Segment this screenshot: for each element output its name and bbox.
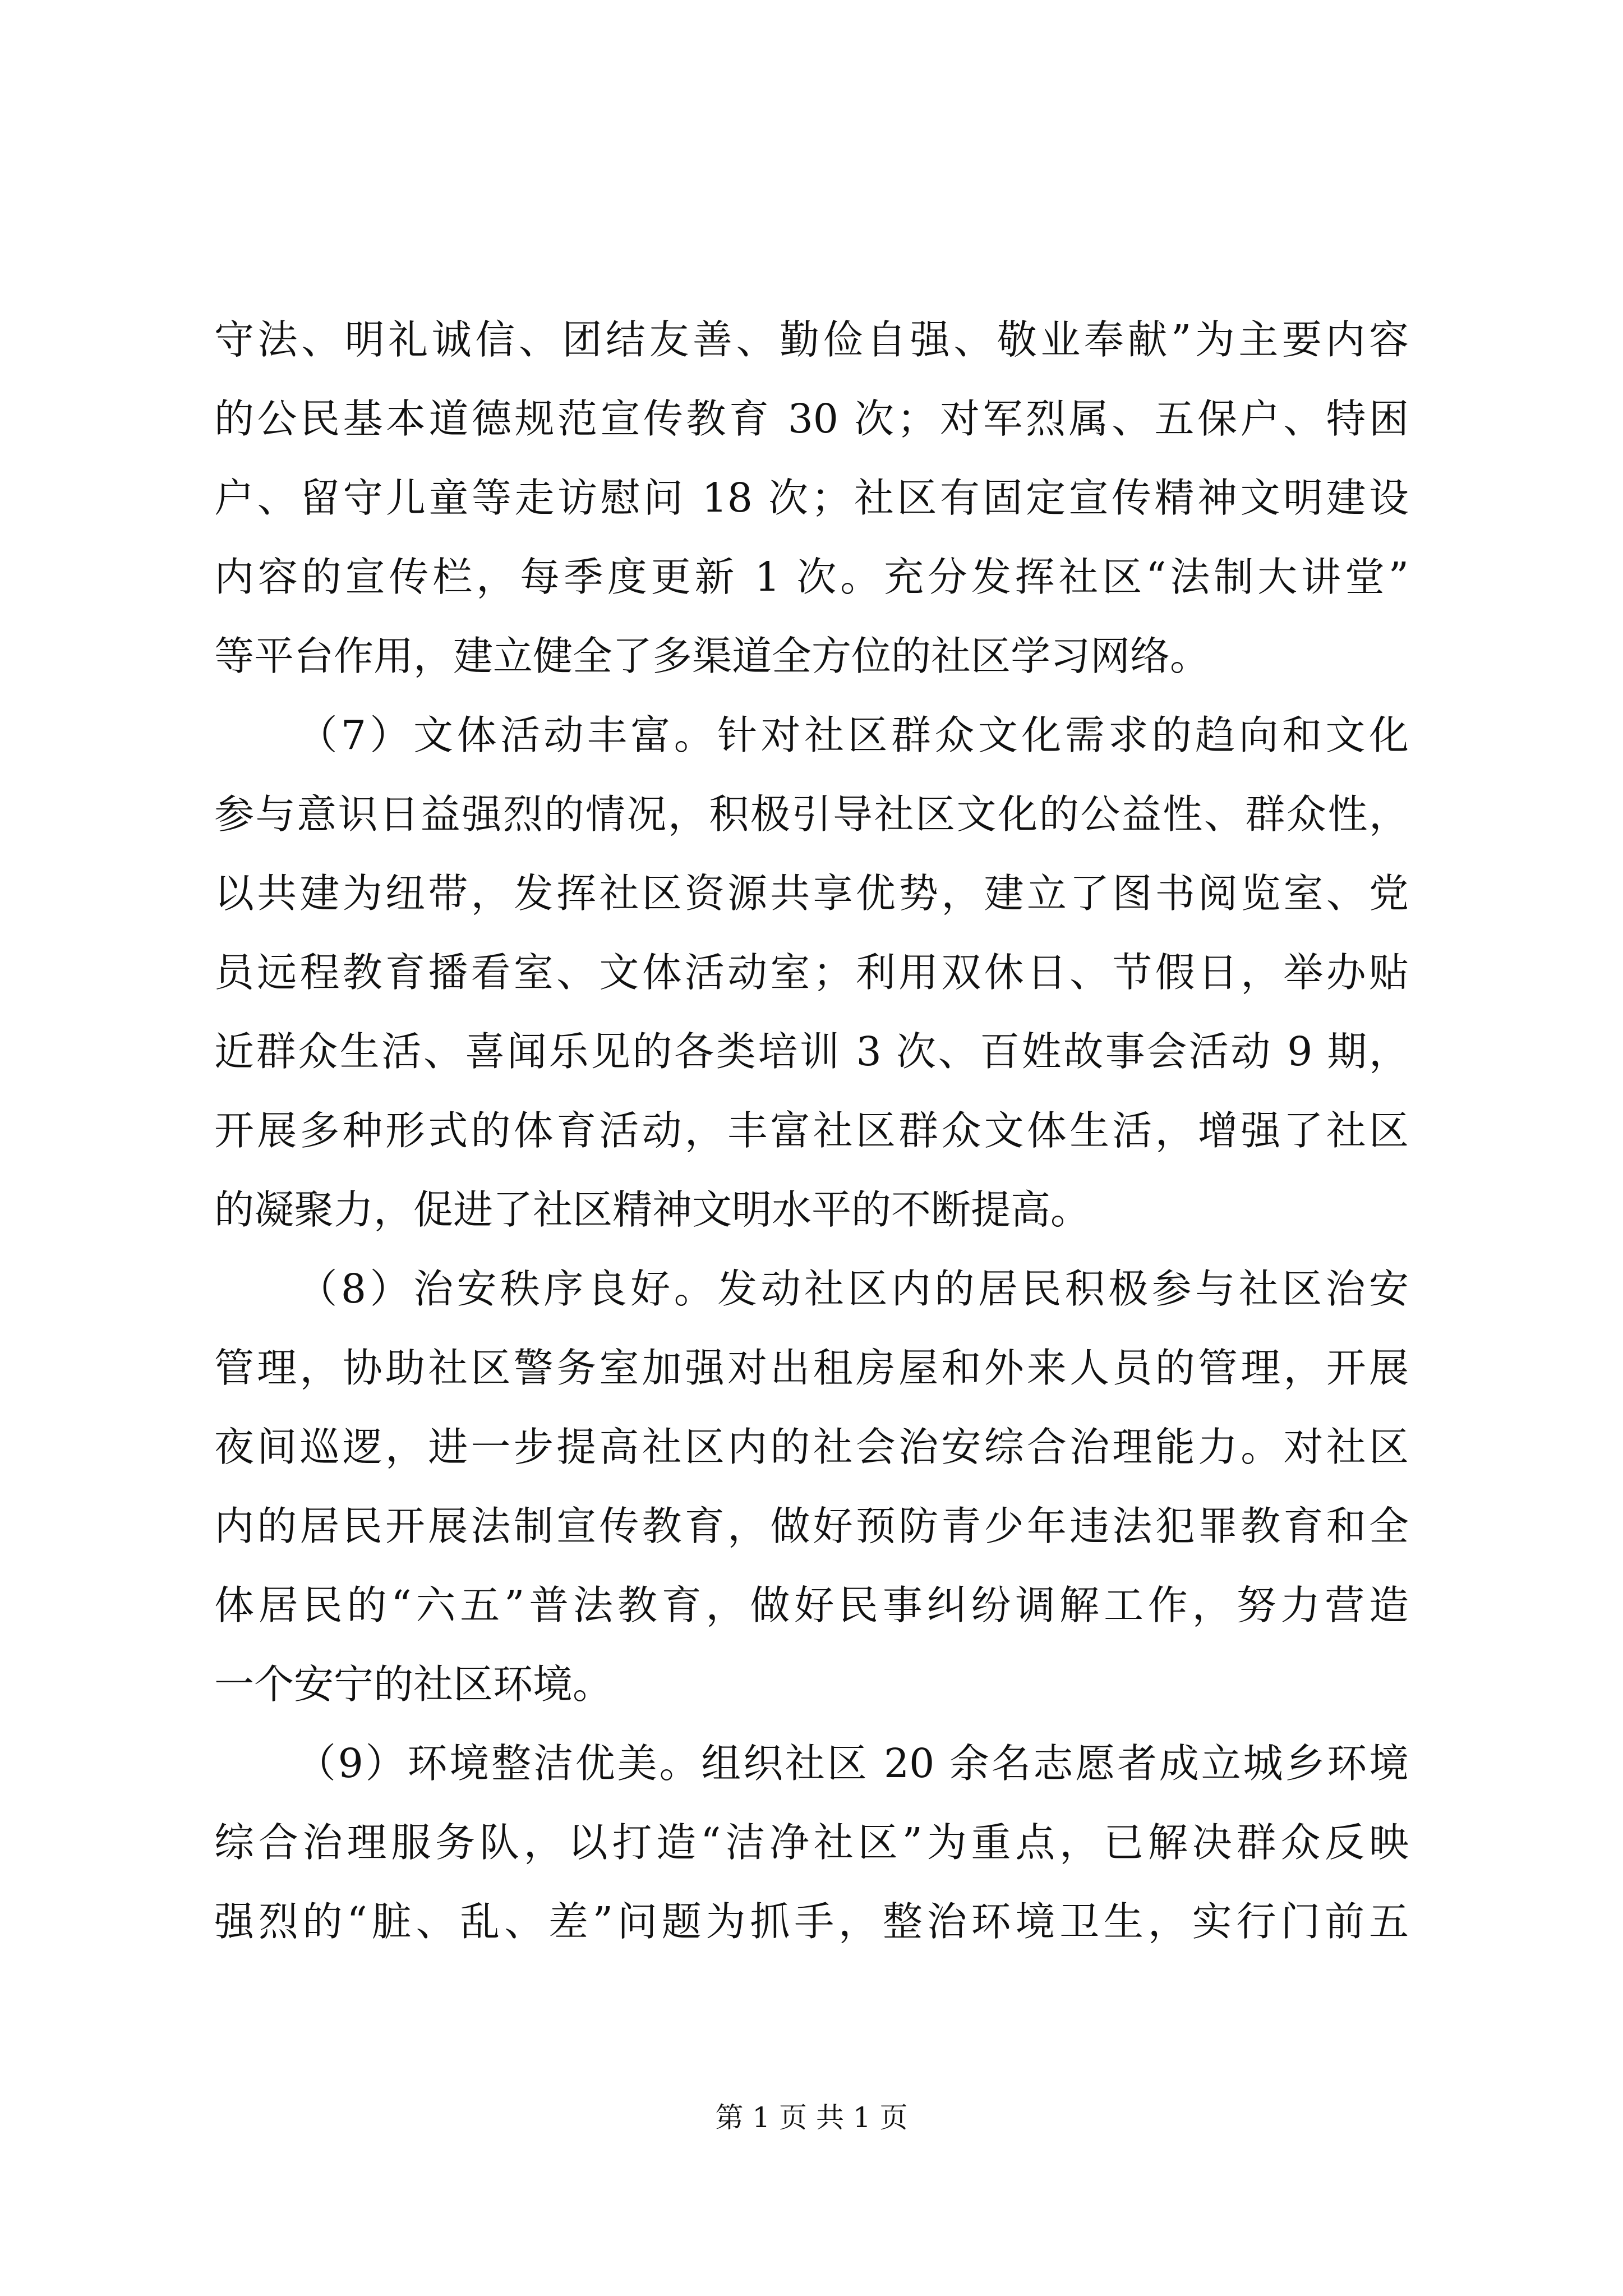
text-line: （9）环境整洁优美。组织社区 20 余名志愿者成立城乡环境	[294, 1740, 1409, 1787]
text-line-indented	[214, 1249, 1409, 1328]
text-line: 户、留守儿童等走访慰问 18 次；社区有固定宣传精神文明建设	[214, 475, 1409, 521]
text-line: 守法、明礼诚信、团结友善、勤俭自强、敬业奉献”为主要内容	[214, 316, 1409, 363]
page-number-label: 第 1 页 共 1 页	[715, 2101, 908, 2134]
text-line: 管理，协助社区警务室加强对出租房屋和外来人员的管理，开展	[214, 1345, 1409, 1391]
text-line: 参与意识日益强烈的情况，积极引导社区文化的公益性、群众性，	[214, 791, 1409, 838]
text-line: 内的居民开展法制宣传教育，做好预防青少年违法犯罪教育和全	[214, 1503, 1409, 1549]
text-line: 员远程教育播看室、文体活动室；利用双休日、节假日，举办贴	[214, 949, 1409, 996]
paragraph-2	[214, 696, 1409, 1249]
text-line: 的凝聚力，促进了社区精神文明水平的不断提高。	[214, 1186, 1091, 1233]
paragraph-3	[214, 1249, 1409, 1724]
text-line: 内容的宣传栏，每季度更新 1 次。充分发挥社区“法制大讲堂”	[214, 554, 1409, 600]
text-line: 综合治理服务队，以打造“洁净社区”为重点，已解决群众反映	[214, 1819, 1409, 1866]
text-line: 一个安宁的社区环境。	[214, 1661, 613, 1708]
page-footer	[0, 2101, 1623, 2134]
text-line: 开展多种形式的体育活动，丰富社区群众文体生活，增强了社区	[214, 1107, 1409, 1154]
text-line: 体居民的“六五”普法教育，做好民事纠纷调解工作，努力营造	[214, 1582, 1409, 1628]
text-line-indented	[214, 1724, 1409, 1803]
text-line: 等平台作用，建立健全了多渠道全方位的社区学习网络。	[214, 633, 1210, 679]
text-line: 近群众生活、喜闻乐见的各类培训 3 次、百姓故事会活动 9 期，	[214, 1028, 1409, 1075]
paragraph-4	[214, 1724, 1409, 1961]
text-line-indented	[214, 696, 1409, 775]
text-line: （7）文体活动丰富。针对社区群众文化需求的趋向和文化	[294, 712, 1409, 758]
paragraph-1	[214, 300, 1409, 696]
document-body	[214, 300, 1409, 1961]
text-line: 强烈的“脏、乱、差”问题为抓手，整治环境卫生，实行门前五	[214, 1898, 1409, 1945]
text-line: （8）治安秩序良好。发动社区内的居民积极参与社区治安	[294, 1266, 1409, 1312]
text-line: 夜间巡逻，进一步提高社区内的社会治安综合治理能力。对社区	[214, 1424, 1409, 1470]
text-line: 的公民基本道德规范宣传教育 30 次；对军烈属、五保户、特困	[214, 395, 1409, 442]
text-line: 以共建为纽带，发挥社区资源共享优势，建立了图书阅览室、党	[214, 870, 1409, 917]
